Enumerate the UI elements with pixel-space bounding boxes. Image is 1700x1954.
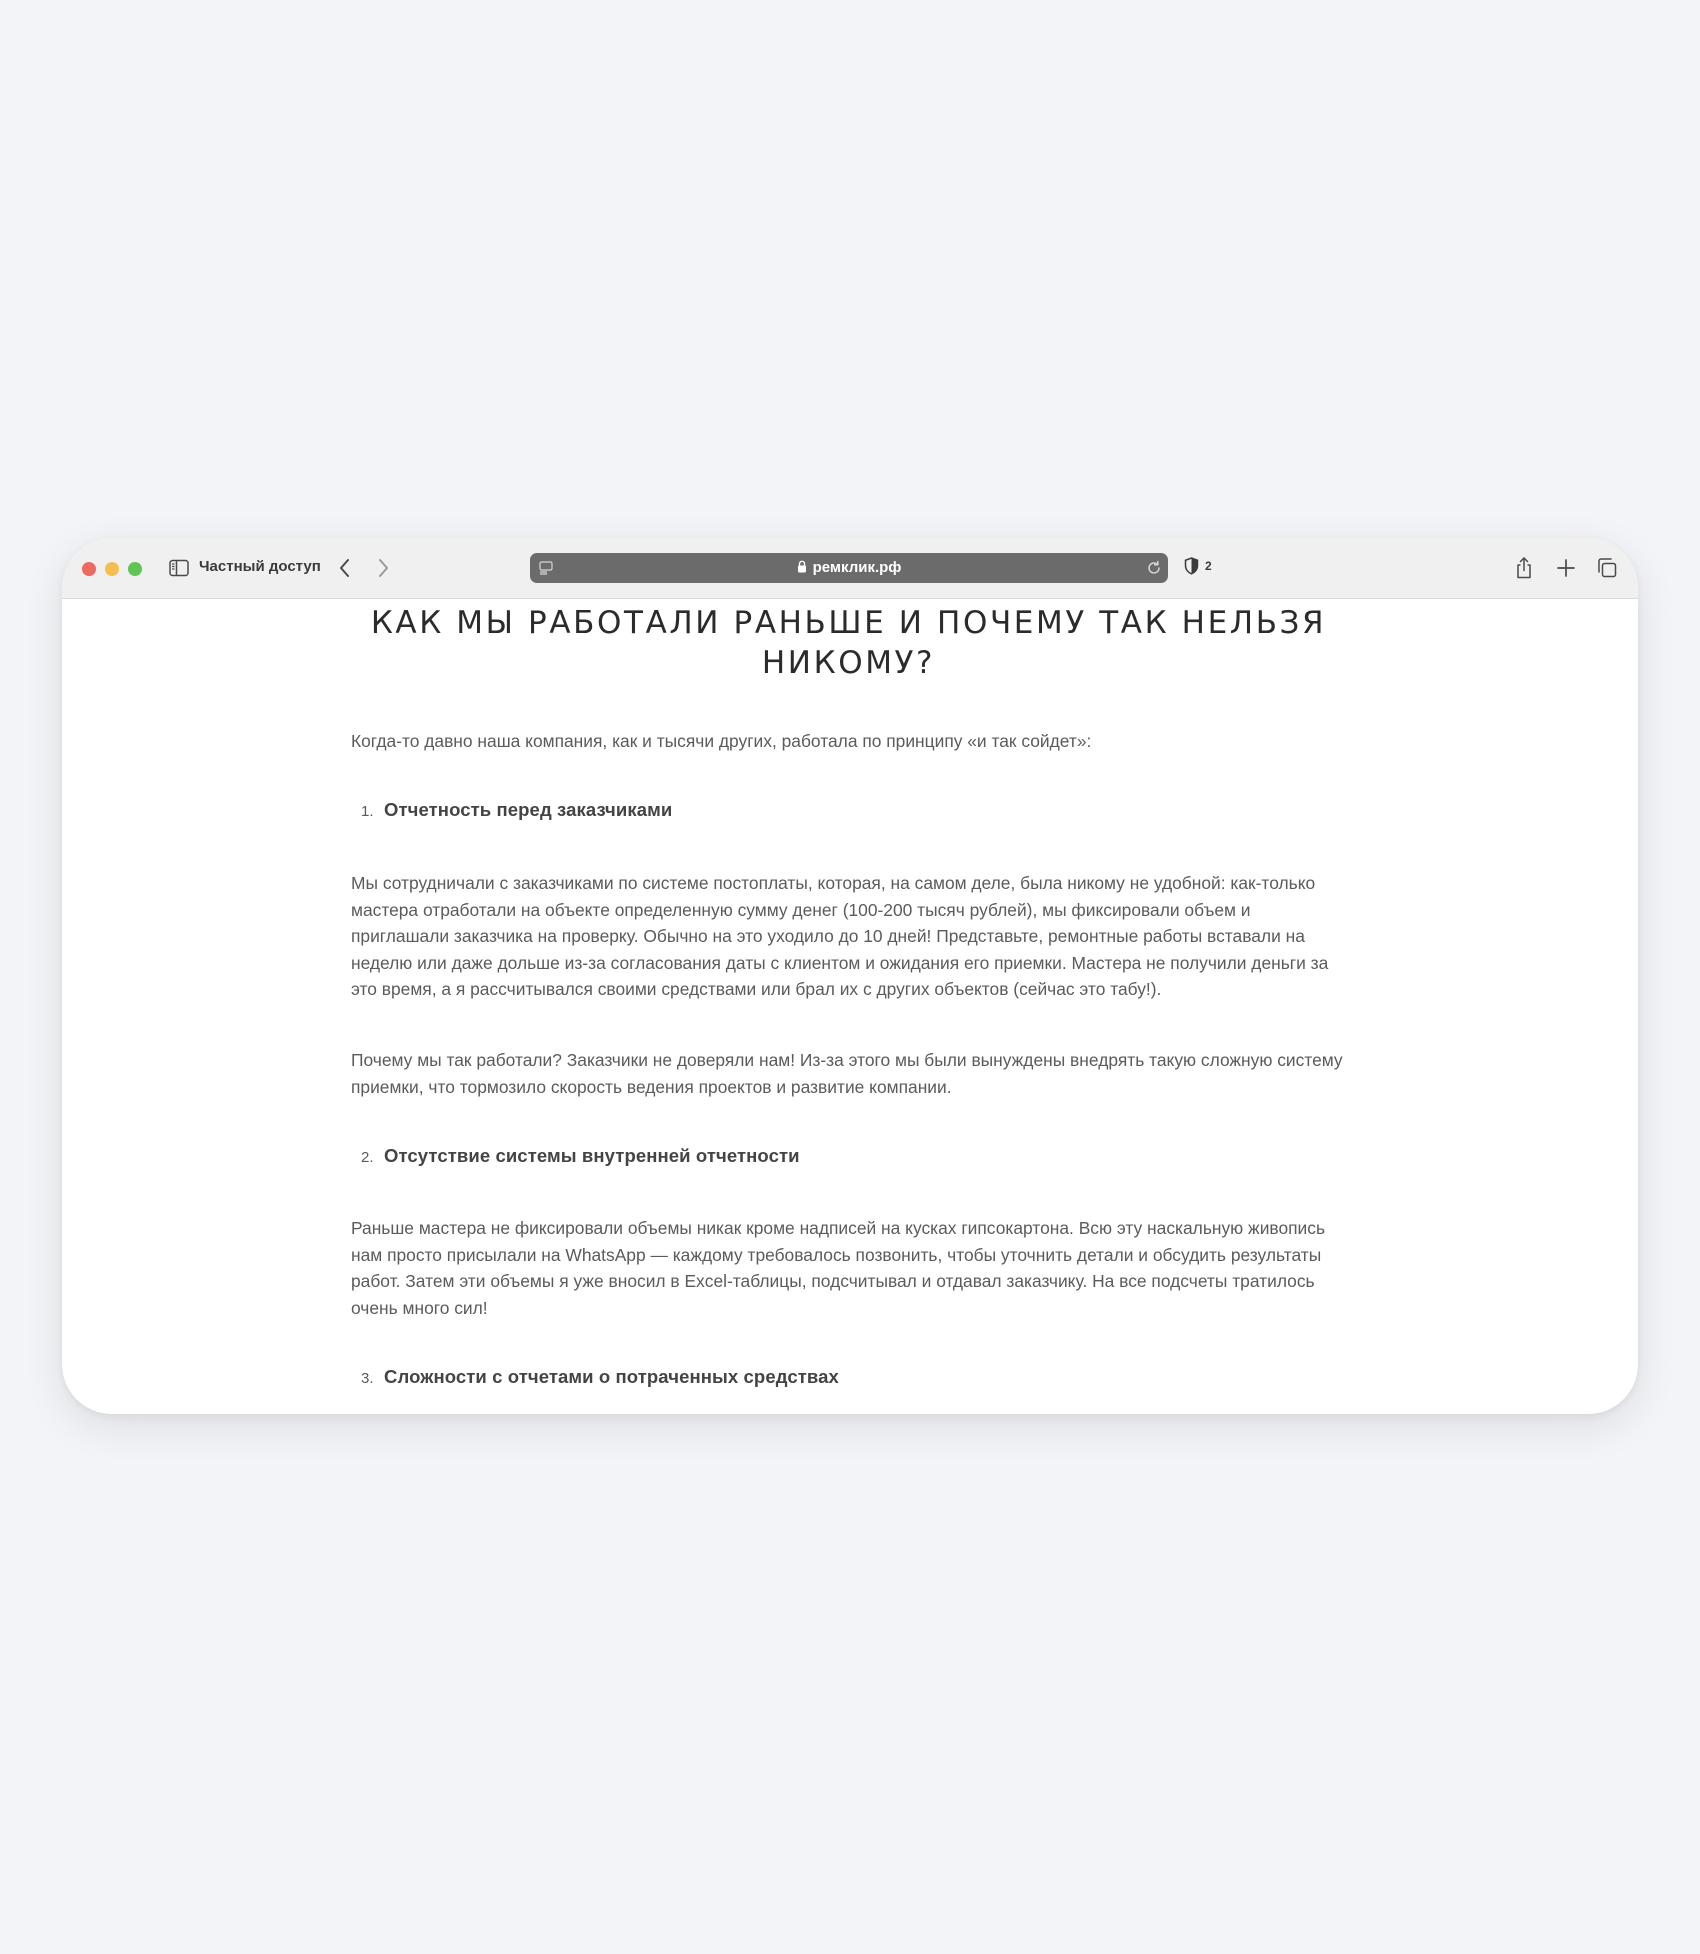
- list-heading: Сложности с отчетами о потраченных средствах: [384, 1366, 839, 1387]
- list-heading: Отчетность перед заказчиками: [384, 799, 673, 820]
- body-paragraph: Раньше мастера не фиксировали объемы никак кроме надписей на кусках гипсокартона. Всю эту наскальную живопись нам просто присылали на WhatsApp — каждому требовалось позвонить, чтобы уточнить детали и обсудить результаты работ. Затем эти объемы я уже вносил в Excel-таблицы, подсчитывал и отдавал заказчику. На все подсчеты тратилось очень много сил!: [351, 1218, 1326, 1318]
- lock-icon: [797, 560, 807, 573]
- article: [351, 599, 1346, 1387]
- privacy-report-button[interactable]: [1184, 557, 1212, 579]
- article-title: КАК МЫ РАБОТАЛИ РАНЬШЕ И ПОЧЕМУ ТАК НЕЛЬЗЯ НИКОМУ?: [370, 605, 1327, 681]
- chevron-right-icon[interactable]: [376, 557, 390, 579]
- intro-paragraph: Когда-то давно наша компания, как и тысячи других, работала по принципу «и так сойдет»:: [351, 731, 1092, 751]
- list-number: 1.: [361, 803, 374, 820]
- page-content: [62, 599, 1638, 1414]
- reload-icon[interactable]: [1146, 560, 1162, 576]
- address-bar[interactable]: [530, 553, 1168, 583]
- list-item: [361, 799, 1346, 821]
- list-heading: Отсутствие системы внутренней отчетности: [384, 1145, 800, 1166]
- browser-toolbar: [62, 538, 1638, 599]
- body-paragraph: Мы сотрудничали с заказчиками по системе постоплаты, которая, на самом деле, была никому не удобной: как-только мастера отработали на объекте определенную сумму денег (100-200 тысяч рублей), мы фиксировали объем и приглашали заказчика на проверку. Обычно на это уходило до 10 дней! Представьте, ремонтные работы вставали на неделю или даже дольше из-за согласования даты с клиентом и ожидания его приемки. Мастера не получили деньги за это время, а я рассчитывался своими средствами или брал их с других объектов (сейчас это табу!).: [351, 873, 1329, 999]
- browser-window: [62, 538, 1638, 1414]
- chevron-left-icon[interactable]: [338, 557, 352, 579]
- maximize-window-button[interactable]: [128, 562, 142, 576]
- share-icon[interactable]: [1513, 556, 1535, 580]
- sidebar-icon[interactable]: [169, 559, 189, 577]
- list-item: [361, 1366, 1346, 1388]
- body-paragraph: Почему мы так работали? Заказчики не доверяли нам! Из-за этого мы были вынуждены внедрять такую сложную систему приемки, что тормозило скорость ведения проектов и развитие компании.: [351, 1050, 1343, 1097]
- plus-icon[interactable]: [1555, 556, 1577, 580]
- shield-icon: [1184, 557, 1199, 575]
- tabs-overview-icon[interactable]: [1596, 556, 1618, 580]
- url-text[interactable]: ремклик.рф: [812, 559, 902, 576]
- list-item: [361, 1145, 1346, 1167]
- list-number: 2.: [361, 1149, 374, 1166]
- close-window-button[interactable]: [82, 562, 96, 576]
- list-number: 3.: [361, 1370, 374, 1387]
- tracker-count: 2: [1205, 559, 1212, 573]
- minimize-window-button[interactable]: [105, 562, 119, 576]
- private-browsing-label[interactable]: Частный доступ: [199, 558, 321, 575]
